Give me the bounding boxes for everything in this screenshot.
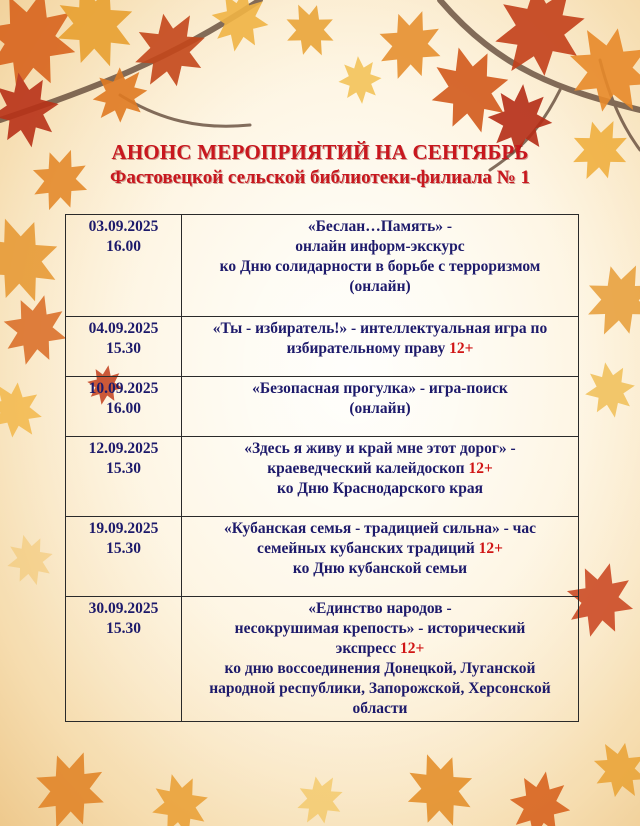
event-description-text: «Единство народов -	[308, 600, 452, 617]
event-description-line	[186, 599, 574, 619]
event-datetime-cell	[66, 317, 182, 377]
event-time: 15.30	[106, 340, 141, 357]
event-datetime-cell	[66, 215, 182, 317]
page-subtitle: Фастовецкой сельской библиотеки-филиала № 1	[110, 167, 530, 188]
event-date: 12.09.2025	[88, 440, 159, 457]
event-description-text: (онлайн)	[349, 278, 411, 295]
event-date: 30.09.2025	[88, 600, 159, 617]
event-row	[66, 377, 579, 437]
event-description-text: несокрушимая крепость» - исторический	[234, 620, 526, 637]
event-description-line	[186, 277, 574, 297]
header	[0, 140, 640, 190]
event-date: 10.09.2025	[88, 380, 159, 397]
event-datetime-cell	[66, 377, 182, 437]
event-description-line	[186, 379, 574, 399]
events-table-body	[66, 215, 579, 722]
event-description-line	[186, 639, 574, 659]
event-description-line	[186, 619, 574, 639]
event-description-text: ко Дню Краснодарского края	[277, 480, 483, 497]
event-time: 16.00	[106, 400, 141, 417]
event-description-line	[186, 319, 574, 339]
event-description-text: ко дню воссоединения Донецкой, Луганской	[224, 660, 536, 677]
age-rating-badge: 12+	[468, 460, 493, 477]
event-date: 19.09.2025	[88, 520, 159, 537]
event-description-text: «Кубанская семья - традицией сильна» - час	[223, 520, 537, 537]
event-row	[66, 215, 579, 317]
event-description-cell	[182, 437, 579, 517]
event-description-line	[186, 399, 574, 419]
event-description-text: ко Дню кубанской семьи	[292, 560, 468, 577]
event-datetime-cell	[66, 437, 182, 517]
event-time: 15.30	[106, 460, 141, 477]
event-description-line	[186, 237, 574, 257]
event-description-text: области	[352, 700, 408, 717]
event-description-cell	[182, 597, 579, 722]
event-description-text: краеведческий калейдоскоп	[267, 460, 465, 477]
event-description-cell	[182, 517, 579, 597]
event-description-text: «Безопасная прогулка» - игра-поиск	[252, 380, 508, 397]
event-row	[66, 317, 579, 377]
event-description-line	[186, 659, 574, 679]
event-description-text: (онлайн)	[349, 400, 411, 417]
event-description-line	[186, 559, 574, 579]
event-description-text: семейных кубанских традиций	[257, 540, 475, 557]
events-table	[65, 214, 579, 722]
event-description-line	[186, 539, 574, 559]
event-description-text: онлайн информ-экскурс	[295, 238, 465, 255]
event-description-line	[186, 679, 574, 699]
event-time: 15.30	[106, 620, 141, 637]
event-description-cell	[182, 215, 579, 317]
event-description-cell	[182, 317, 579, 377]
event-description-text: народной республики, Запорожской, Херсонской	[209, 680, 551, 697]
event-row	[66, 597, 579, 722]
age-rating-badge: 12+	[449, 340, 474, 357]
event-description-line	[186, 519, 574, 539]
event-description-text: «Ты - избиратель!» - интеллектуальная игра по	[212, 320, 548, 337]
event-description-text: «Здесь я живу и край мне этот дорог» -	[244, 440, 516, 457]
event-date: 03.09.2025	[88, 218, 159, 235]
event-description-line	[186, 459, 574, 479]
event-date: 04.09.2025	[88, 320, 159, 337]
event-description-cell	[182, 377, 579, 437]
event-time: 16.00	[106, 238, 141, 255]
event-description-line	[186, 479, 574, 499]
event-description-line	[186, 439, 574, 459]
event-description-line	[186, 699, 574, 719]
event-description-line	[186, 339, 574, 359]
event-description-text: избирательному праву	[286, 340, 446, 357]
age-rating-badge: 12+	[478, 540, 503, 557]
event-datetime-cell	[66, 517, 182, 597]
event-time: 15.30	[106, 540, 141, 557]
event-datetime-cell	[66, 597, 182, 722]
event-row	[66, 517, 579, 597]
event-description-text: «Беслан…Память» -	[307, 218, 453, 235]
event-description-line	[186, 217, 574, 237]
event-row	[66, 437, 579, 517]
event-description-line	[186, 257, 574, 277]
event-description-text: ко Дню солидарности в борьбе с терроризмом	[219, 258, 541, 275]
page-title: АНОНС МЕРОПРИЯТИЙ НА СЕНТЯБРЬ	[111, 140, 529, 164]
event-description-text: экспресс	[335, 640, 397, 657]
age-rating-badge: 12+	[400, 640, 425, 657]
